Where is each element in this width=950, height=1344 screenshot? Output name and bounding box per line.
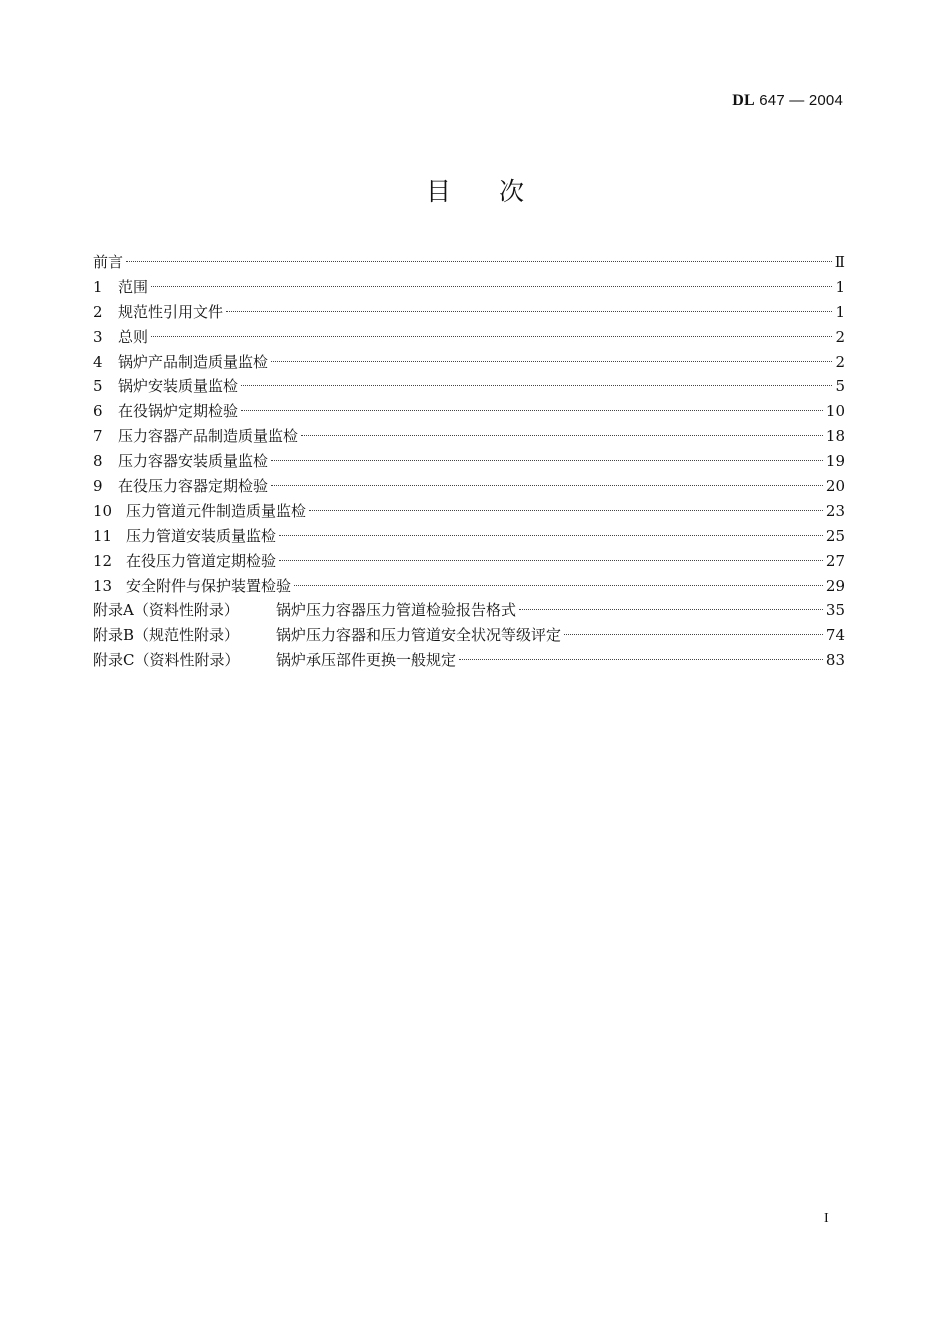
toc-entry-number: 6 bbox=[93, 402, 103, 421]
toc-entry[interactable] bbox=[93, 350, 845, 375]
toc-entry-number: 附录B（规范性附录） bbox=[93, 626, 240, 645]
toc-entry-number: 13 bbox=[93, 576, 113, 595]
toc-entry-number: 3 bbox=[93, 327, 103, 346]
toc-entry-title: 在役压力容器定期检验 bbox=[118, 477, 269, 496]
toc-entry-number: 10 bbox=[93, 501, 113, 520]
toc-entry-page: 18 bbox=[825, 427, 845, 446]
toc-dot-leader bbox=[564, 634, 823, 635]
toc-entry-title: 锅炉安装质量监检 bbox=[118, 377, 239, 396]
toc-entry-number: 附录A（资料性附录） bbox=[93, 601, 239, 620]
toc-entry-page: 27 bbox=[825, 551, 845, 570]
toc-entry[interactable] bbox=[93, 623, 845, 648]
standard-code-prefix: DL bbox=[732, 92, 755, 109]
toc-entry[interactable] bbox=[93, 399, 845, 424]
toc-dot-leader bbox=[279, 560, 823, 561]
toc-dot-leader bbox=[151, 286, 832, 287]
toc-dot-leader bbox=[309, 510, 823, 511]
toc-entry[interactable] bbox=[93, 574, 845, 599]
toc-entry[interactable] bbox=[93, 374, 845, 399]
toc-entry-number: 11 bbox=[93, 526, 113, 545]
toc-dot-leader bbox=[279, 535, 823, 536]
toc-entry-number: 4 bbox=[93, 352, 103, 371]
toc-entry-title: 压力管道元件制造质量监检 bbox=[126, 501, 307, 520]
toc-entry-page: 19 bbox=[825, 452, 845, 471]
toc-entry-title: 规范性引用文件 bbox=[118, 302, 224, 321]
toc-entry-page: 2 bbox=[835, 352, 845, 371]
toc-entry-number: 附录C（资料性附录） bbox=[93, 651, 240, 670]
toc-entry-page: 29 bbox=[825, 576, 845, 595]
toc-entry[interactable] bbox=[93, 549, 845, 574]
toc-dot-leader bbox=[226, 311, 832, 312]
toc-entry[interactable] bbox=[93, 424, 845, 449]
toc-entry[interactable] bbox=[93, 300, 845, 325]
toc-entry-number: 8 bbox=[93, 452, 103, 471]
toc-entry-number: 1 bbox=[93, 277, 103, 296]
toc-entry[interactable] bbox=[93, 250, 845, 275]
toc-entry-number: 12 bbox=[93, 551, 113, 570]
toc-dot-leader bbox=[271, 485, 823, 486]
toc-entry[interactable] bbox=[93, 499, 845, 524]
toc-entry-page: 1 bbox=[835, 277, 845, 296]
toc-entry-page: 25 bbox=[825, 526, 845, 545]
toc-entry[interactable] bbox=[93, 325, 845, 350]
toc-entry-title: 压力容器安装质量监检 bbox=[118, 452, 269, 471]
toc-entry-title: 前言 bbox=[93, 253, 124, 271]
toc-entry-title: 压力容器产品制造质量监检 bbox=[118, 427, 299, 446]
toc-entry-page: 5 bbox=[835, 377, 845, 396]
toc-dot-leader bbox=[271, 361, 832, 362]
toc-entry-page: 83 bbox=[825, 651, 845, 670]
toc-entry-title: 锅炉承压部件更换一般规定 bbox=[276, 651, 457, 670]
standard-code-number: 647 — 2004 bbox=[754, 92, 843, 109]
toc-entry-page: 74 bbox=[825, 626, 845, 645]
toc-entry-number: 9 bbox=[93, 477, 103, 496]
toc-entry[interactable] bbox=[93, 275, 845, 300]
toc-entry-title: 锅炉压力容器压力管道检验报告格式 bbox=[276, 601, 517, 620]
page-title: 目次 bbox=[425, 177, 572, 206]
toc-dot-leader bbox=[241, 385, 832, 386]
toc-entry-page: Ⅱ bbox=[834, 253, 845, 271]
toc-dot-leader bbox=[519, 609, 823, 610]
toc-entry-page: 35 bbox=[825, 601, 845, 620]
toc-dot-leader bbox=[151, 336, 832, 337]
toc-entry-number: 7 bbox=[93, 427, 103, 446]
toc-entry-page: 1 bbox=[835, 302, 845, 321]
toc-entry-number: 2 bbox=[93, 302, 103, 321]
toc-entry[interactable] bbox=[93, 598, 845, 623]
toc-entry-page: 20 bbox=[825, 477, 845, 496]
standard-code bbox=[732, 92, 843, 110]
toc-dot-leader bbox=[294, 585, 823, 586]
toc-dot-leader bbox=[241, 410, 823, 411]
toc-entry[interactable] bbox=[93, 449, 845, 474]
toc-entry-title: 在役锅炉定期检验 bbox=[118, 402, 239, 421]
toc-dot-leader bbox=[459, 659, 823, 660]
toc-entry-page: 2 bbox=[835, 327, 845, 346]
toc-entry-title: 锅炉压力容器和压力管道安全状况等级评定 bbox=[276, 626, 562, 645]
toc-entry[interactable] bbox=[93, 524, 845, 549]
toc-entry-number: 5 bbox=[93, 377, 103, 396]
toc-entry-title: 在役压力管道定期检验 bbox=[126, 551, 277, 570]
toc-entry-page: 23 bbox=[825, 501, 845, 520]
toc-entry-title: 范围 bbox=[118, 277, 149, 296]
page-number: I bbox=[824, 1211, 829, 1226]
toc-dot-leader bbox=[301, 435, 823, 436]
toc-dot-leader bbox=[126, 261, 832, 262]
table-of-contents bbox=[93, 250, 845, 673]
toc-entry-title: 总则 bbox=[118, 327, 149, 346]
toc-entry-title: 压力管道安装质量监检 bbox=[126, 526, 277, 545]
toc-entry[interactable] bbox=[93, 474, 845, 499]
toc-entry-title: 安全附件与保护装置检验 bbox=[126, 576, 292, 595]
toc-entry-title: 锅炉产品制造质量监检 bbox=[118, 352, 269, 371]
toc-entry-page: 10 bbox=[825, 402, 845, 421]
toc-dot-leader bbox=[271, 460, 823, 461]
toc-entry[interactable] bbox=[93, 648, 845, 673]
